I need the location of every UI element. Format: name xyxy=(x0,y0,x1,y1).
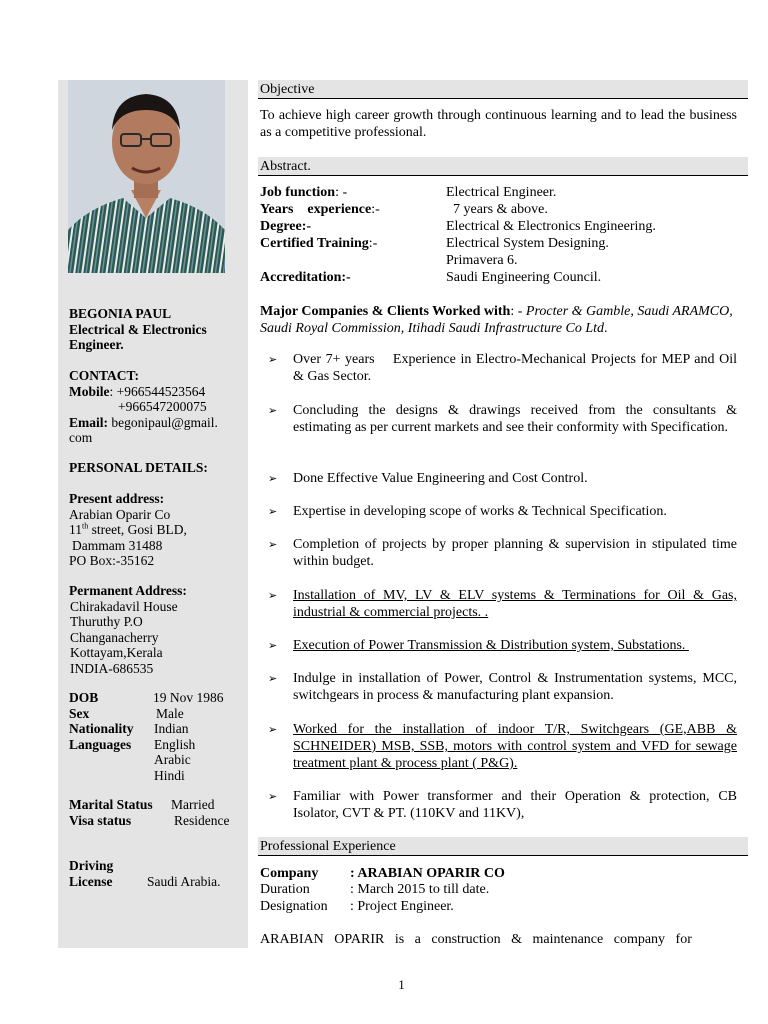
present-address-heading: Present address: xyxy=(69,491,165,506)
duration-row xyxy=(260,881,740,898)
marital-status-label: Marital Status xyxy=(69,797,153,812)
language-item: English xyxy=(154,736,196,752)
designation-label: Designation xyxy=(260,899,328,914)
driving-license-value: Saudi Arabia. xyxy=(147,873,221,889)
permanent-address-line: Changanacherry xyxy=(70,629,159,645)
company-row xyxy=(260,865,740,882)
name-title-block xyxy=(69,306,207,353)
company-value: : ARABIAN OPARIR CO xyxy=(350,866,505,881)
bullet-item: ➢ Indulge in installation of Power, Control & Instrumentation systems, MCC, switchgears in process & manufacturing plant expansion. xyxy=(268,671,737,703)
designation-value: : Project Engineer. xyxy=(350,899,454,914)
contact-heading: CONTACT: xyxy=(69,368,139,383)
driving-license-block xyxy=(69,858,244,889)
mobile-label: Mobile xyxy=(69,383,110,399)
candidate-title-line1: Electrical & Electronics xyxy=(69,321,207,337)
designation-row xyxy=(260,898,740,915)
bullet-arrow-icon: ➢ xyxy=(268,589,278,602)
duration-label: Duration xyxy=(260,882,310,897)
company-description: ARABIAN OPARIR is a construction & maintenance company for xyxy=(260,932,692,947)
abstract-row-certified-training: Certified Training:- Electrical System Designing. xyxy=(260,236,609,251)
objective-heading: Objective xyxy=(258,80,748,99)
profile-photo xyxy=(68,80,225,273)
visa-status-value: Residence xyxy=(174,812,230,828)
bullet-arrow-icon: ➢ xyxy=(268,790,278,803)
language-item: Arabic xyxy=(154,752,191,767)
permanent-address-block xyxy=(69,583,244,676)
certified-training-value-2: Primavera 6. xyxy=(446,253,518,268)
dob-value: 19 Nov 1986 xyxy=(153,690,224,705)
bullet-item: ➢ Over 7+ years Experience in Electro-Mechanical Projects for MEP and Oil & Gas Sector. xyxy=(268,352,741,384)
bio-details-block xyxy=(69,690,244,783)
duration-value: : March 2015 to till date. xyxy=(350,882,490,897)
abstract-row-accreditation: Accreditation:- Saudi Engineering Council. xyxy=(260,270,602,285)
bullet-arrow-icon: ➢ xyxy=(268,672,278,685)
accreditation-value: Saudi Engineering Council. xyxy=(446,270,602,285)
page-number: 1 xyxy=(398,977,405,992)
present-address-block xyxy=(69,491,244,569)
nationality-label: Nationality xyxy=(69,721,134,736)
permanent-address-line: Chirakadavil House xyxy=(70,598,178,614)
bullet-arrow-icon: ➢ xyxy=(268,353,278,366)
personal-details-heading-block xyxy=(69,460,208,476)
bullet-arrow-icon: ➢ xyxy=(268,404,278,417)
email-line-2: com xyxy=(69,430,93,445)
personal-details-heading: PERSONAL DETAILS: xyxy=(69,460,208,475)
present-address-line: PO Box:-35162 xyxy=(69,553,155,568)
candidate-title-line2: Engineer. xyxy=(69,337,124,352)
bullet-item: ➢ Completion of projects by proper planning & supervision in stipulated time within budget. xyxy=(268,537,737,569)
abstract-row-experience: Years experience:- 7 years & above. xyxy=(260,202,548,217)
driving-license-label: License xyxy=(69,873,113,889)
degree-value: Electrical & Electronics Engineering. xyxy=(446,219,656,234)
bullet-item: ➢ Installation of MV, LV & ELV systems & Terminations for Oil & Gas, industrial & commercial projects. . xyxy=(268,588,737,620)
bullet-item: ➢ Done Effective Value Engineering and Cost Control. xyxy=(268,471,588,486)
certified-training-value: Electrical System Designing. xyxy=(446,236,609,251)
candidate-name: BEGONIA PAUL xyxy=(69,306,172,321)
permanent-address-heading: Permanent Address: xyxy=(69,583,187,598)
bullet-item: ➢ Expertise in developing scope of works & Technical Specification. xyxy=(268,504,667,519)
permanent-address-line: Thuruthy P.O xyxy=(70,614,143,629)
job-function-value: Electrical Engineer. xyxy=(446,185,557,200)
dob-label: DOB xyxy=(69,690,99,705)
objective-text: To achieve high career growth through continuous learning and to lead the business as a competitive professional. xyxy=(260,108,737,140)
bullet-arrow-icon: ➢ xyxy=(268,639,278,652)
contact-block xyxy=(69,368,244,446)
present-address-line: 11th street, Gosi BLD, xyxy=(69,521,187,537)
professional-experience-heading: Professional Experience xyxy=(258,837,748,856)
email-line-1: begonipaul@gmail. xyxy=(111,414,218,430)
marital-status-value: Married xyxy=(171,797,215,812)
company-label: Company xyxy=(260,866,319,881)
experience-value: 7 years & above. xyxy=(446,202,548,217)
status-block xyxy=(69,797,244,828)
sex-label: Sex xyxy=(69,705,90,721)
abstract-row-job-function: Job function: - Electrical Engineer. xyxy=(260,185,557,200)
abstract-row-degree: Degree:- Electrical & Electronics Engineering. xyxy=(260,219,656,234)
driving-license-label: Driving xyxy=(69,858,114,873)
languages-label: Languages xyxy=(69,736,132,752)
mobile-number-2: +966547200075 xyxy=(118,399,207,414)
mobile-number-1: : +966544523564 xyxy=(109,383,206,399)
bullet-item: ➢ Concluding the designs & drawings received from the consultants & estimating as per current markets and see their conformity with Specification. xyxy=(268,403,737,435)
present-address-line: Dammam 31488 xyxy=(72,537,163,553)
bullet-item: ➢ Execution of Power Transmission & Distribution system, Substations. xyxy=(268,638,689,653)
present-address-line: Arabian Oparir Co xyxy=(69,506,171,522)
sex-value: Male xyxy=(156,705,184,721)
email-label: Email: xyxy=(69,414,108,430)
bullet-item: ➢ Familiar with Power transformer and their Operation & protection, CB Isolator, CVT & PT. (110KV and 11KV), xyxy=(268,789,737,821)
bullet-arrow-icon: ➢ xyxy=(268,505,278,518)
bullet-arrow-icon: ➢ xyxy=(268,472,278,485)
major-clients-text: Major Companies & Clients Worked with: - Procter & Gamble, Saudi ARAMCO, Saudi Royal Commission, Itihadi Saudi Infrastructure Co Ltd. xyxy=(260,304,733,336)
bullet-arrow-icon: ➢ xyxy=(268,723,278,736)
abstract-row-certified-training-2 xyxy=(260,252,740,269)
abstract-heading: Abstract. xyxy=(258,157,748,176)
nationality-value: Indian xyxy=(154,721,189,736)
permanent-address-line: INDIA-686535 xyxy=(70,660,154,676)
bullet-arrow-icon: ➢ xyxy=(268,538,278,551)
permanent-address-line: Kottayam,Kerala xyxy=(70,645,163,660)
language-item: Hindi xyxy=(154,767,185,783)
visa-status-label: Visa status xyxy=(69,812,132,828)
bullet-item: ➢ Worked for the installation of indoor T/R, Switchgears (GE,ABB & SCHNEIDER) MSB, SSB, motors with control system and VFD for sewage treatment plant & process plant ( P&G). xyxy=(268,722,737,771)
